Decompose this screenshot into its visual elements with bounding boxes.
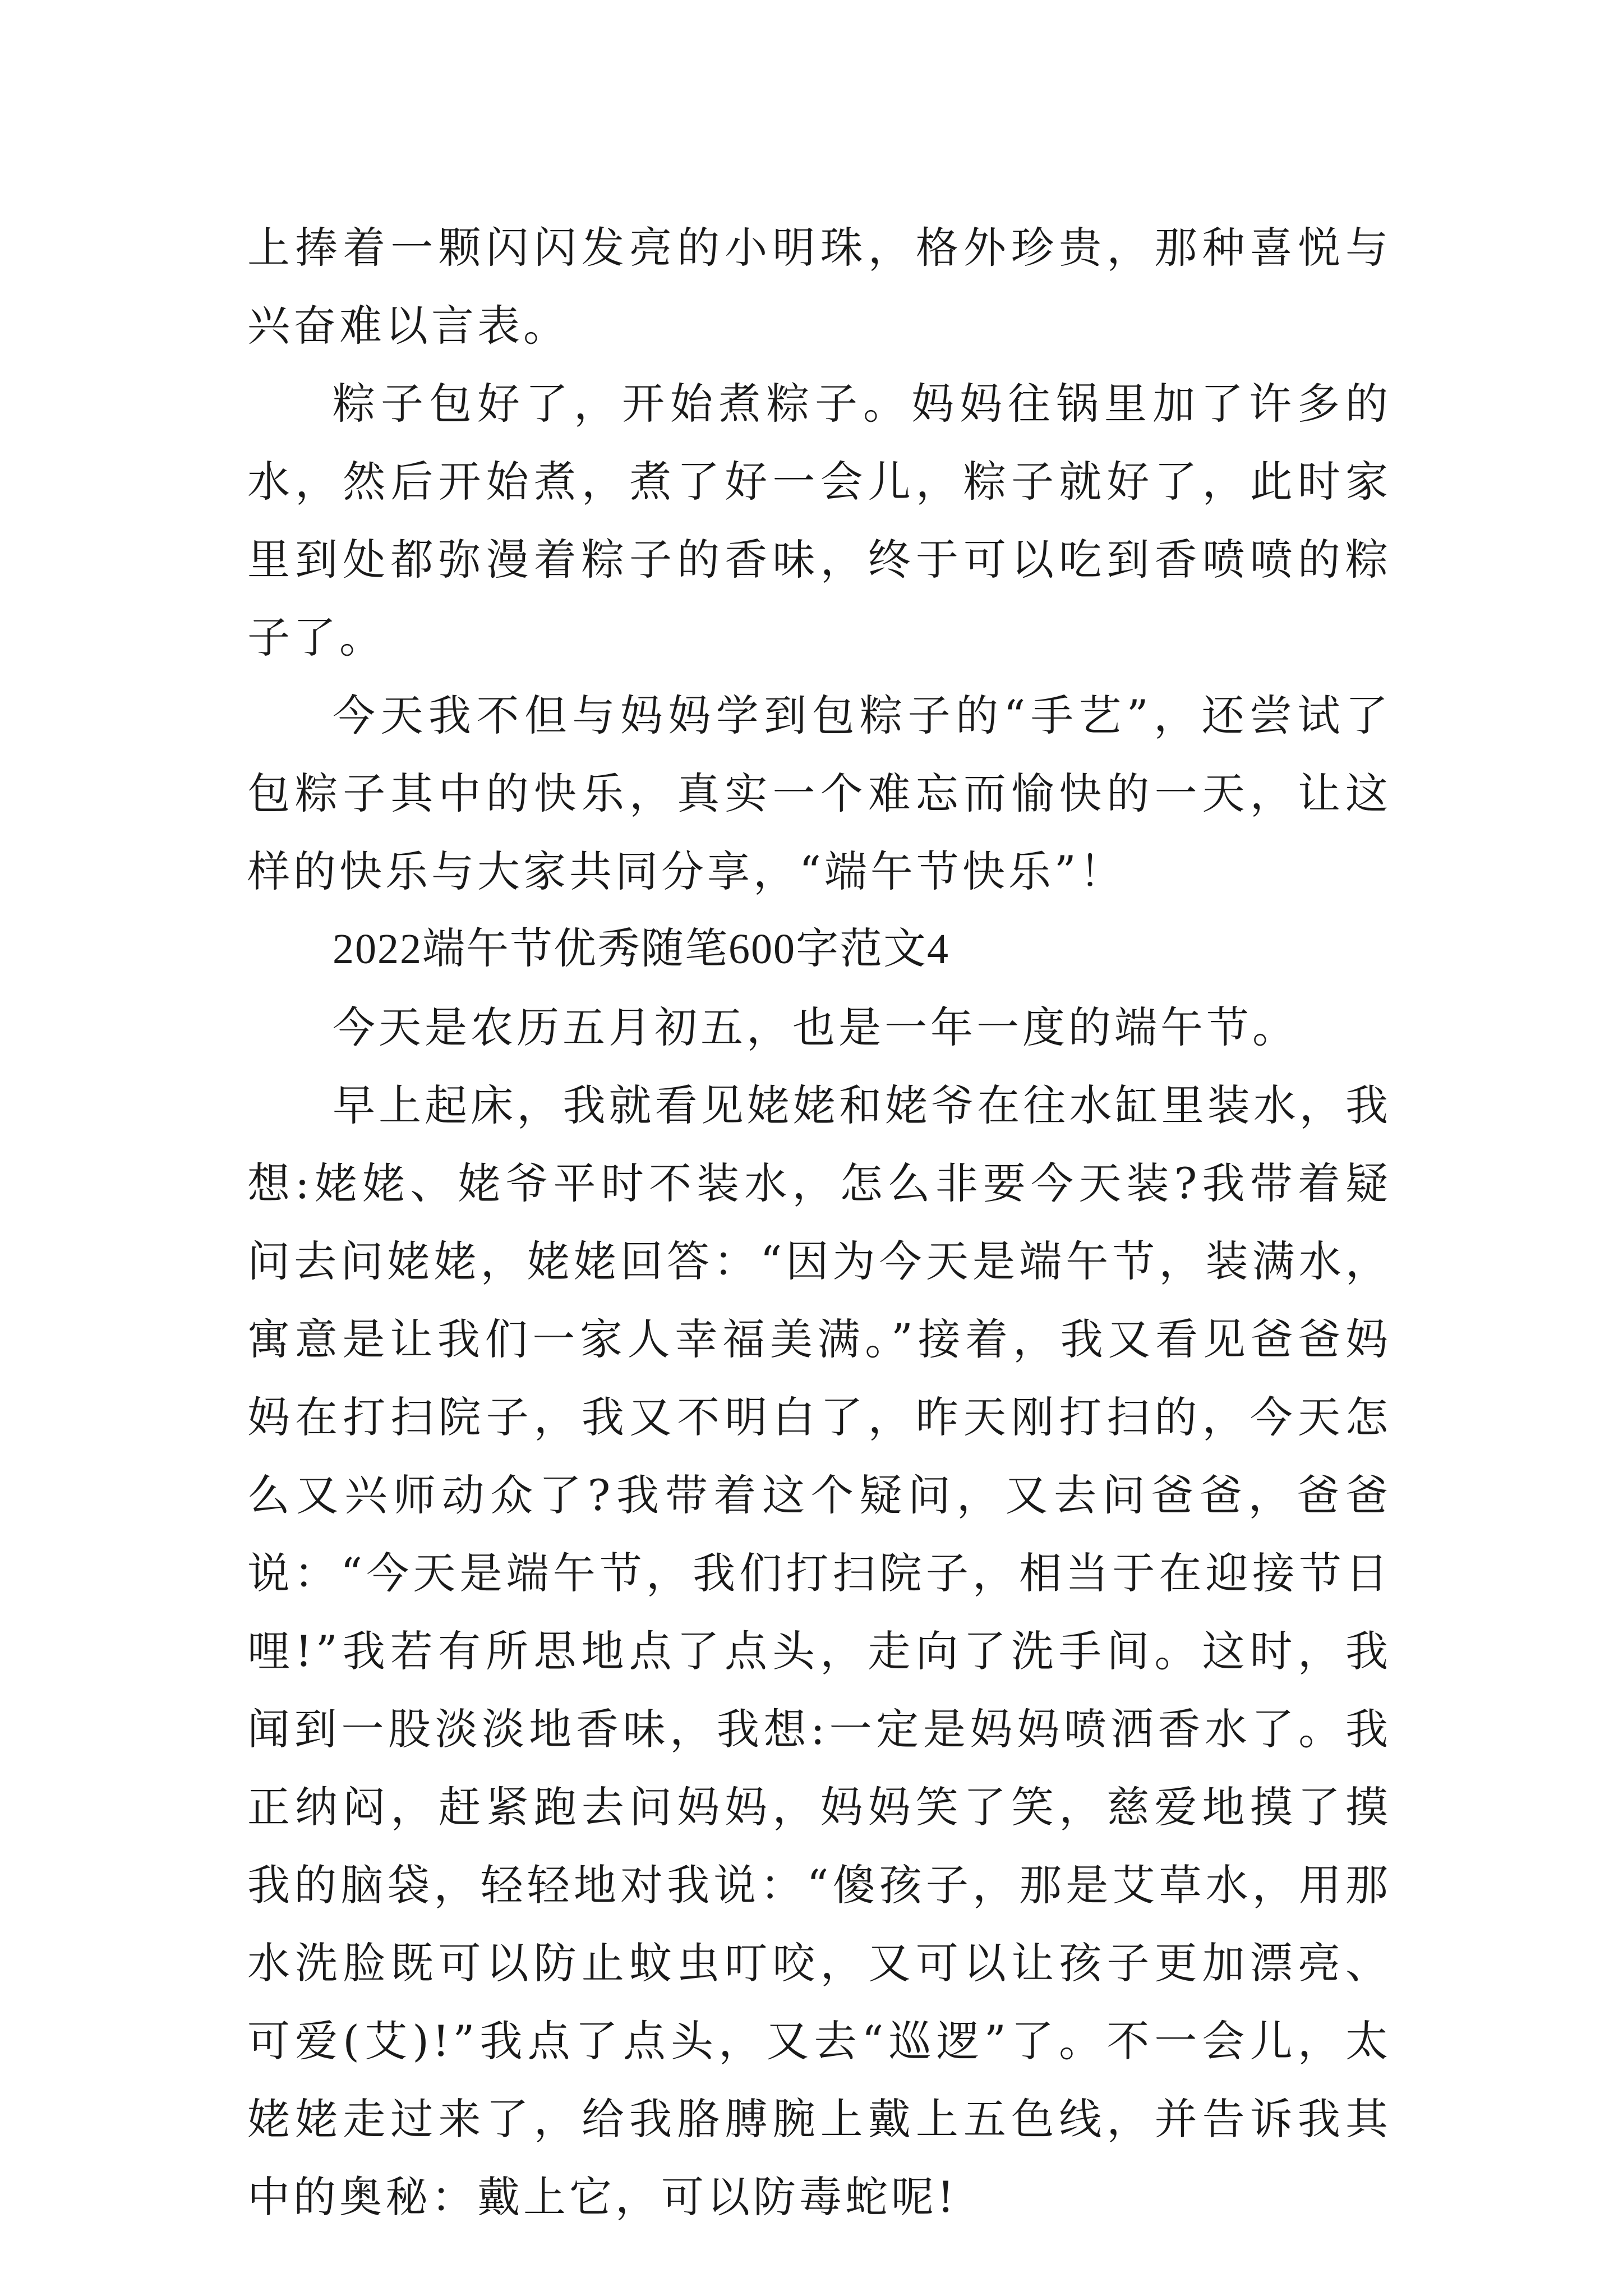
paragraph-continued: 上捧着一颗闪闪发亮的小明珠，格外珍贵，那种喜悦与兴奋难以言表。 — [247, 223, 1391, 351]
paragraph-learned-craft: 今天我不但与妈妈学到包粽子的“手艺”，还尝试了包粽子其中的快乐，真实一个难忘而愉快的一天，让这样的快乐与大家共同分享，“端午节快乐”！ — [247, 691, 1391, 896]
paragraph-intro-date: 今天是农历五月初五，也是一年一度的端午节。 — [333, 1002, 1298, 1052]
section-heading: 2022端午节优秀随笔600字范文4 — [333, 926, 949, 973]
document-body — [247, 209, 1391, 2236]
paragraph-morning-story: 早上起床，我就看见姥姥和姥爷在往水缸里装水，我想:姥姥、姥爷平时不装水，怎么非要今天装?我带着疑问去问姥姥，姥姥回答：“因为今天是端午节，装满水，寓意是让我们一家人幸福美满。”接着，我又看见爸爸妈妈在打扫院子，我又不明白了，昨天刚打扫的，今天怎么又兴师动众了?我带着这个疑问，又去问爸爸，爸爸说：“今天是端午节，我们打扫院子，相当于在迎接节日哩!”我若有所思地点了点头，走向了洗手间。这时，我闻到一股淡淡地香味，我想:一定是妈妈喷洒香水了。我正纳闷，赶紧跑去问妈妈，妈妈笑了笑，慈爱地摸了摸我的脑袋，轻轻地对我说：“傻孩子，那是艾草水，用那水洗脸既可以防止蚊虫叮咬，又可以让孩子更加漂亮、可爱(艾)!”我点了点头，又去“巡逻”了。不一会儿，太姥姥走过来了，给我胳膊腕上戴上五色线，并告诉我其中的奥秘：戴上它，可以防毒蛇呢! — [247, 1080, 1391, 2222]
paragraph-cooking-zongzi: 粽子包好了，开始煮粽子。妈妈往锅里加了许多的水，然后开始煮，煮了好一会儿，粽子就好了，此时家里到处都弥漫着粽子的香味，终于可以吃到香喷喷的粽子了。 — [247, 379, 1391, 662]
